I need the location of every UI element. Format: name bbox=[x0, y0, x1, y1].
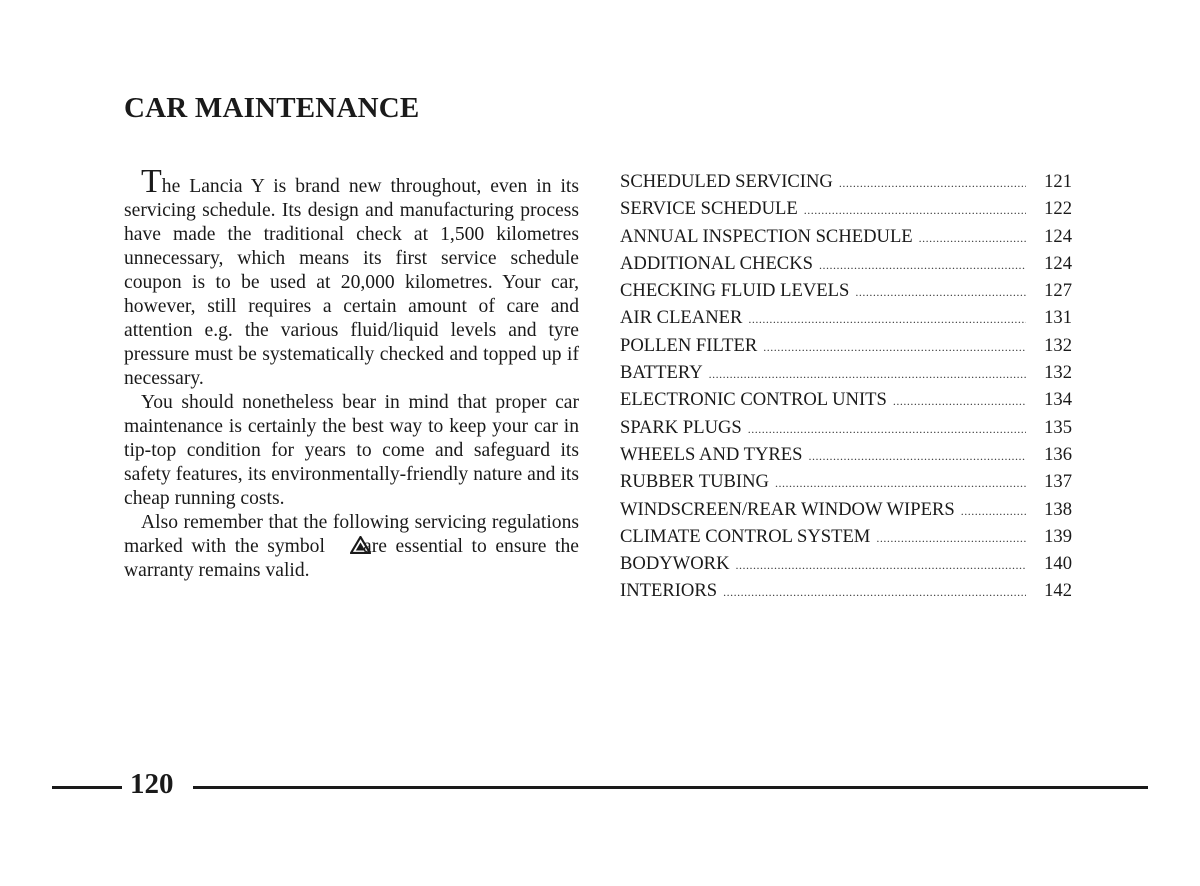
toc-entry[interactable] bbox=[620, 414, 1072, 441]
toc-entry-label: INTERIORS bbox=[620, 580, 718, 602]
toc-entry-page: 135 bbox=[1044, 416, 1072, 438]
page-title: CAR MAINTENANCE bbox=[124, 92, 420, 124]
toc-entry-page: 139 bbox=[1044, 525, 1072, 547]
toc-dot-leader bbox=[723, 579, 1026, 604]
toc-entry[interactable] bbox=[620, 523, 1072, 550]
toc-entry-page: 124 bbox=[1044, 252, 1072, 274]
toc-entry[interactable] bbox=[620, 577, 1072, 604]
intro-paragraph-3 bbox=[124, 511, 579, 583]
toc-entry-page: 140 bbox=[1044, 553, 1072, 575]
toc-entry-label: BODYWORK bbox=[620, 553, 730, 575]
toc-entry-label: ANNUAL INSPECTION SCHEDULE bbox=[620, 225, 913, 247]
toc-entry-page: 136 bbox=[1044, 443, 1072, 465]
toc-dot-leader bbox=[709, 361, 1026, 386]
toc-entry-page: 127 bbox=[1044, 280, 1072, 302]
toc-entry-label: CLIMATE CONTROL SYSTEM bbox=[620, 525, 871, 547]
toc-entry-page: 131 bbox=[1044, 307, 1072, 329]
toc-dot-leader bbox=[893, 388, 1026, 413]
toc-dot-leader bbox=[919, 225, 1026, 250]
toc-entry-label: POLLEN FILTER bbox=[620, 334, 758, 356]
toc-entry[interactable] bbox=[620, 223, 1072, 250]
toc-entry-page: 132 bbox=[1044, 334, 1072, 356]
toc-entry-page: 121 bbox=[1044, 171, 1072, 192]
toc-entry-label: CHECKING FLUID LEVELS bbox=[620, 280, 850, 302]
toc-entry[interactable] bbox=[620, 168, 1072, 195]
footer-rule-left bbox=[52, 786, 122, 789]
toc-entry-page: 142 bbox=[1044, 580, 1072, 602]
toc-entry[interactable] bbox=[620, 195, 1072, 222]
toc-entry[interactable] bbox=[620, 359, 1072, 386]
toc-entry[interactable] bbox=[620, 386, 1072, 413]
toc-entry-label: BATTERY bbox=[620, 362, 703, 384]
toc-entry[interactable] bbox=[620, 332, 1072, 359]
toc-entry-page: 134 bbox=[1044, 389, 1072, 411]
toc-dot-leader bbox=[819, 252, 1026, 277]
toc-entry-label: WINDSCREEN/REAR WINDOW WIPERS bbox=[620, 498, 955, 520]
toc-dot-leader bbox=[804, 197, 1026, 222]
intro-paragraph-1-text: he Lancia Y is brand new throughout, even in its servicing schedule. Its design and manufacturing process have made the traditional check at 1,500 kilometres unnecessary, which means its first service schedule coupon is to be used at 20,000 kilometres. Your car, however, still requires a certain amount of care and attention e.g. the various fluid/liquid levels and tyre pressure must be systematically checked and topped up if necessary. bbox=[124, 176, 579, 389]
toc-dot-leader bbox=[809, 443, 1027, 468]
toc-dot-leader bbox=[961, 498, 1026, 523]
toc-entry-label: SCHEDULED SERVICING bbox=[620, 171, 833, 192]
toc-entry[interactable] bbox=[620, 304, 1072, 331]
toc-dot-leader bbox=[876, 525, 1026, 550]
toc-entry-page: 137 bbox=[1044, 471, 1072, 493]
toc-entry-label: SPARK PLUGS bbox=[620, 416, 742, 438]
toc-entry[interactable] bbox=[620, 468, 1072, 495]
toc-dot-leader bbox=[748, 306, 1026, 331]
toc-dot-leader bbox=[855, 279, 1026, 304]
toc-entry-label: SERVICE SCHEDULE bbox=[620, 198, 798, 220]
toc-entry[interactable] bbox=[620, 441, 1072, 468]
toc-entry[interactable] bbox=[620, 277, 1072, 304]
intro-paragraph-3-before: Also remember that the following servicing regulations marked with the symbol bbox=[124, 512, 579, 557]
toc-entry-page: 132 bbox=[1044, 362, 1072, 384]
toc-entry[interactable] bbox=[620, 496, 1072, 523]
toc-entry-label: AIR CLEANER bbox=[620, 307, 743, 329]
toc-dot-leader bbox=[839, 170, 1026, 195]
toc-dot-leader bbox=[763, 334, 1026, 359]
toc-entry-label: ELECTRONIC CONTROL UNITS bbox=[620, 389, 887, 411]
intro-paragraph-1 bbox=[124, 163, 579, 391]
intro-paragraph-2: You should nonetheless bear in mind that proper car maintenance is certainly the best way to keep your car in tip-top condition for years to come and safeguard its safety features, its environmentally-friendly nature and its cheap running costs. bbox=[124, 392, 579, 509]
toc-entry-page: 138 bbox=[1044, 498, 1072, 520]
toc-dot-leader bbox=[748, 416, 1026, 441]
warning-triangle-icon bbox=[333, 536, 354, 554]
drop-cap: T bbox=[141, 163, 162, 200]
toc-dot-leader bbox=[736, 552, 1027, 577]
toc-entry-page: 122 bbox=[1044, 198, 1072, 220]
page-number: 120 bbox=[130, 768, 174, 800]
toc-entry[interactable] bbox=[620, 250, 1072, 277]
intro-text bbox=[124, 163, 579, 583]
toc-entry-label: ADDITIONAL CHECKS bbox=[620, 252, 813, 274]
toc-dot-leader bbox=[775, 470, 1026, 495]
toc-entry[interactable] bbox=[620, 550, 1072, 577]
toc-entry-page: 124 bbox=[1044, 225, 1072, 247]
toc-entry-label: WHEELS AND TYRES bbox=[620, 443, 803, 465]
toc-entry-label: RUBBER TUBING bbox=[620, 471, 769, 493]
table-of-contents bbox=[620, 168, 1072, 605]
intro-paragraph-3-after: are essential to ensure the warranty remains valid. bbox=[124, 536, 579, 581]
footer-rule-right bbox=[193, 786, 1148, 789]
